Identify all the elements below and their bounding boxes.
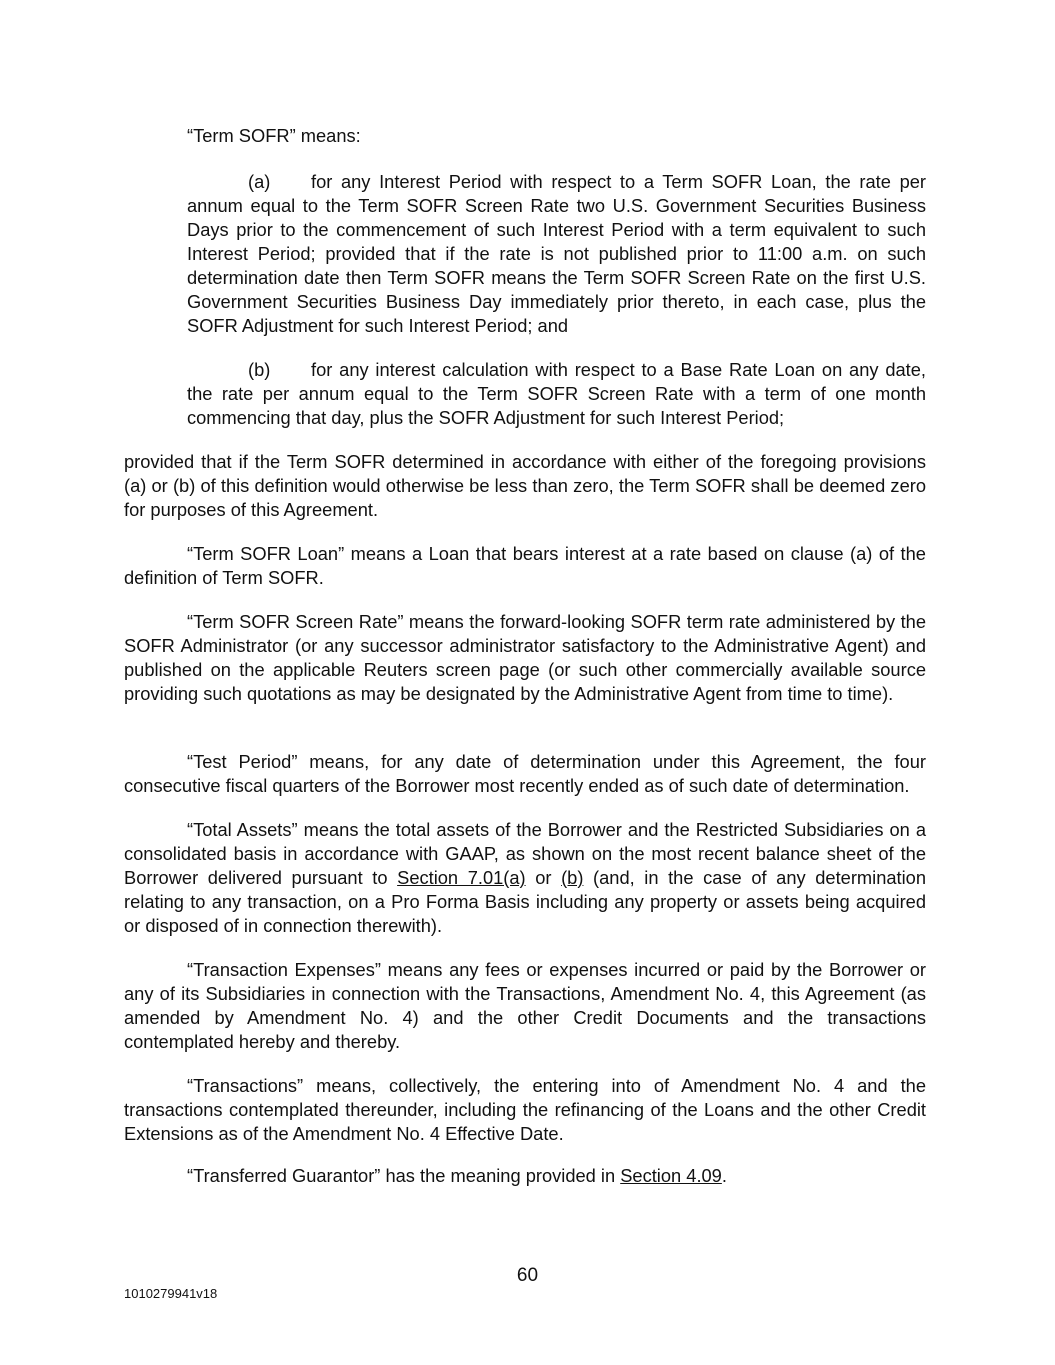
definition-term-sofr-screen-rate [124, 610, 926, 706]
defined-term: “Transferred Guarantor” [187, 1165, 381, 1186]
definition-total-assets [124, 818, 926, 938]
section-4-09-link[interactable]: Section 4.09 [620, 1165, 722, 1186]
clause-text: for any interest calculation with respect to a Base Rate Loan on any date, the rate per annum equal to the Term SOFR Screen Rate with a term of one month commencing that day, plus the SOFR Adjustment for such Interest Period; [187, 359, 926, 428]
definition-transferred-guarantor [124, 1164, 926, 1188]
defined-term: “Total Assets” [187, 819, 298, 840]
definition-term-sofr [124, 124, 926, 148]
section-7-01a-link[interactable]: Section 7.01(a) [397, 867, 526, 888]
definition-transaction-expenses [124, 958, 926, 1054]
definition-text: means, collectively, the entering into of Amendment No. 4 and the transactions contemplated thereunder, including the refinancing of the Loans and the other Credit Extensions as of the Amendment No. 4 Effective Date. [124, 1075, 926, 1144]
definition-test-period [124, 750, 926, 798]
defined-term: “Test Period” [187, 751, 298, 772]
definition-text: means, for any date of determination under this Agreement, the four consecutive fiscal quarters of the Borrower most recently ended as of such date of determination. [124, 751, 926, 796]
definition-text: or [525, 867, 562, 888]
definition-text: means the total assets of the Borrower and the Restricted Subsidiaries on a consolidated basis in accordance with GAAP, as shown on the most recent balance sheet of the Borrower delivered pursuant to [124, 819, 926, 888]
section-7-01b-link[interactable]: (b) [561, 867, 584, 888]
defined-term: “Term SOFR Screen Rate” [187, 611, 404, 632]
definition-transactions [124, 1074, 926, 1146]
clause-label: (b) [248, 359, 271, 380]
definition-text: means a Loan that bears interest at a rate based on clause (a) of the definition of Term SOFR. [124, 543, 926, 588]
proviso-paragraph: provided that if the Term SOFR determined in accordance with either of the foregoing provisions (a) or (b) of this definition would otherwise be less than zero, the Term SOFR shall be deemed zero for purposes of this Agreement. [124, 451, 926, 520]
definition-text: (and, in the case of any determination relating to any transaction, on a Pro Forma Basis including any property or assets being acquired or disposed of in connection therewith). [124, 867, 926, 936]
definition-text: has the meaning provided in [380, 1165, 621, 1186]
definition-text: means the forward-looking SOFR term rate administered by the SOFR Administrator (or any successor administrator satisfactory to the Administrative Agent) and published on the applicable Reuters screen page (or such other commercially available source providing such quotations as may be designated by the Administrative Agent from time to time). [124, 611, 926, 704]
clause-a [187, 170, 926, 338]
page-number: 60 [516, 1265, 539, 1286]
document-id: 1010279941v18 [124, 1286, 218, 1301]
defined-term: “Term SOFR Loan” [187, 543, 345, 564]
definition-text: means: [295, 125, 361, 146]
clause-b [187, 358, 926, 430]
clause-label: (a) [248, 171, 271, 192]
defined-term: “Term SOFR” [187, 125, 296, 146]
definition-term-sofr-loan [124, 542, 926, 590]
definition-text: . [721, 1165, 727, 1186]
clause-text: for any Interest Period with respect to a Term SOFR Loan, the rate per annum equal to the Term SOFR Screen Rate two U.S. Government Securities Business Days prior to the commencement of such Interest Period with a term equivalent to such Interest Period; provided that if the rate is not published prior to 11:00 a.m. on such determination date then Term SOFR means the Term SOFR Screen Rate on the first U.S. Government Securities Business Day immediately prior thereto, in each case, plus the SOFR Adjustment for such Interest Period; and [187, 171, 926, 336]
defined-term: “Transaction Expenses” [187, 959, 381, 980]
defined-term: “Transactions” [187, 1075, 304, 1096]
definition-text: means any fees or expenses incurred or paid by the Borrower or any of its Subsidiaries in connection with the Transactions, Amendment No. 4, this Agreement (as amended by Amendment No. 4) and the other Credit Documents and the transactions contemplated hereby and thereby. [124, 959, 926, 1052]
